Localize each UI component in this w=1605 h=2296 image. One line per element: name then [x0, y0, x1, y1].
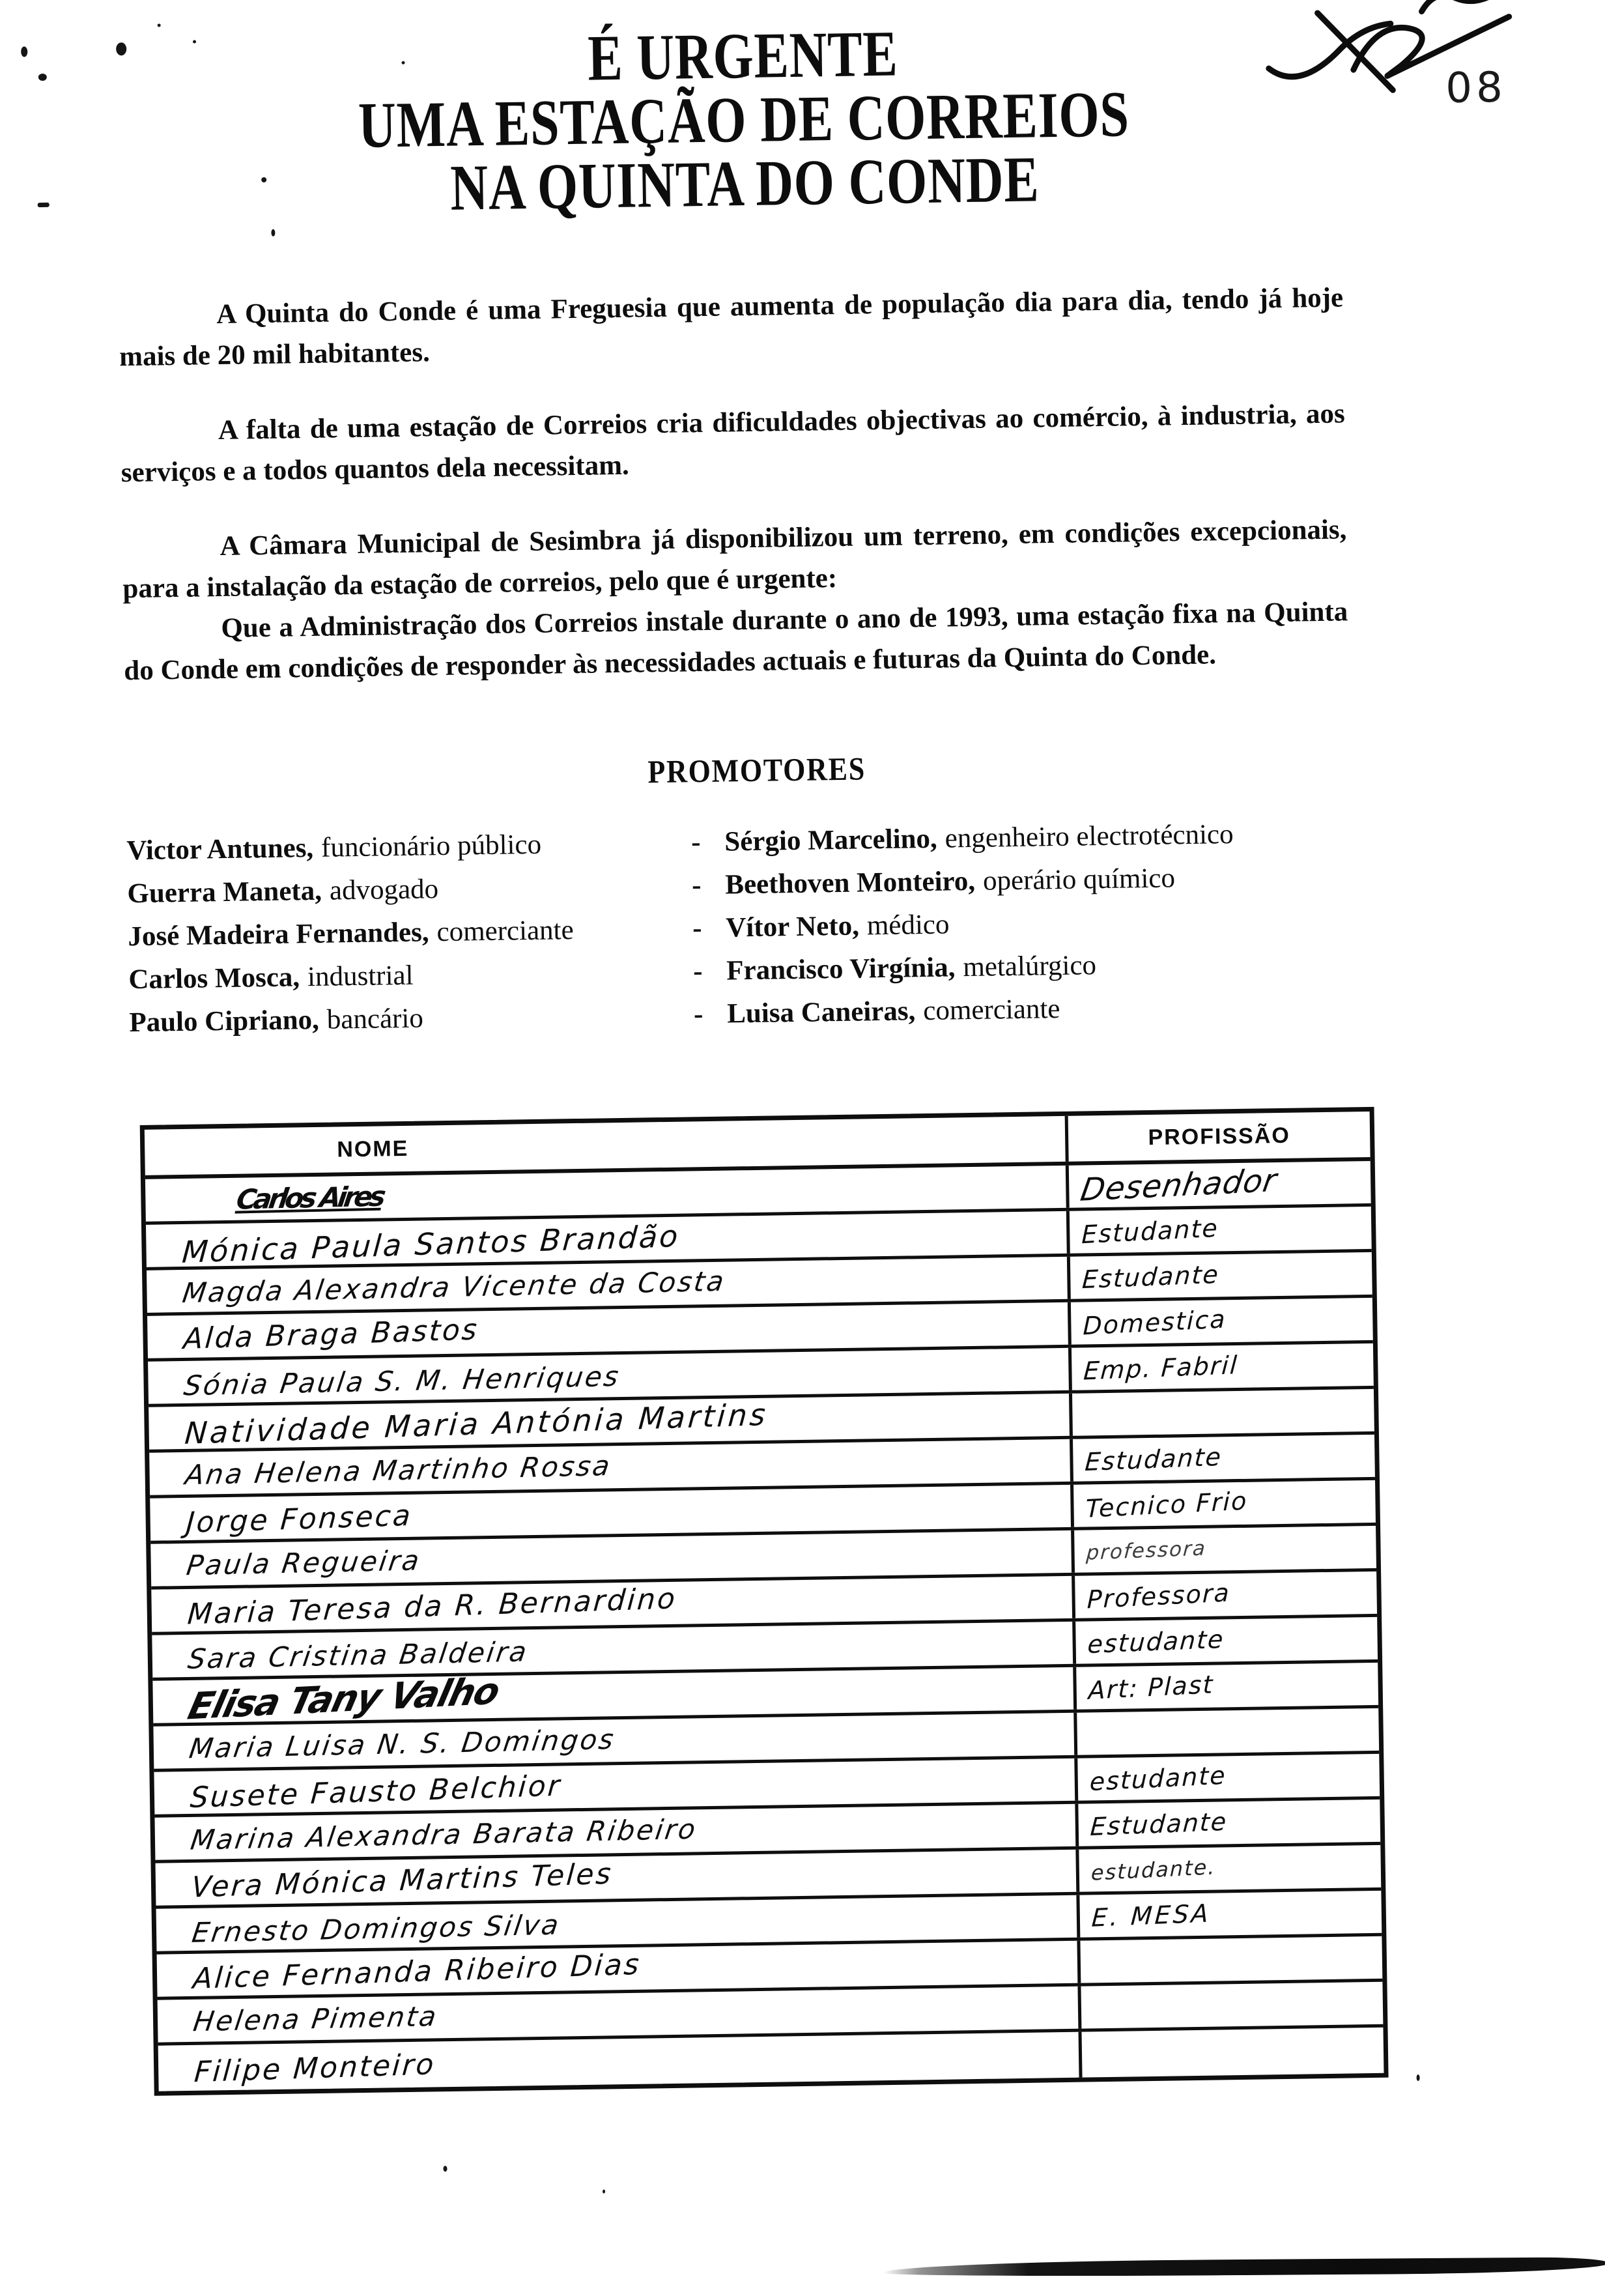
promoter-role: advogado [329, 874, 439, 906]
promoter-role: bancário [326, 1003, 424, 1035]
signature-name: Maria Luisa N. S. Domingos [187, 1723, 618, 1765]
promoter-role: comerciante [436, 915, 574, 948]
promoter-role: comerciante [922, 993, 1060, 1027]
signature-profession: Professora [1087, 1577, 1231, 1614]
signature-name: Susete Fausto Belchior [189, 1769, 563, 1815]
signature-name: Jorge Fonseca [184, 1499, 414, 1540]
scan-speck [402, 61, 405, 65]
page-title [138, 15, 1350, 225]
scan-speck [1417, 2074, 1420, 2081]
scan-speck [271, 229, 275, 237]
signature-table [140, 1107, 1389, 2096]
promoter-name: Beethoven Monteiro, [724, 865, 976, 900]
signature-name: Magda Alexandra Vicente da Costa [180, 1265, 728, 1309]
signature-profession: estudante [1089, 1760, 1227, 1796]
column-header-name: NOME [145, 1116, 1069, 1175]
promoter-name: Vítor Neto, [725, 910, 860, 943]
signature-profession: professora [1085, 1536, 1208, 1565]
signature-name: Sara Cristina Baldeira [186, 1635, 531, 1675]
promoter-role: metalúrgico [963, 950, 1097, 983]
signature-name: Vera Mónica Martins Teles [190, 1857, 614, 1904]
signature-name: Natividade Maria Antónia Martins [183, 1396, 769, 1451]
paragraph-1: A Quinta do Conde é uma Freguesia que aumenta de população dia para dia, tendo já hoje mais de 20 mil habitantes. [119, 282, 1344, 373]
signature-profession: E. MESA [1090, 1898, 1212, 1932]
promoter-name: Guerra Maneta, [127, 875, 322, 910]
signature-profession: Emp. Fabril [1083, 1350, 1240, 1385]
separator-dash: - [692, 913, 702, 944]
signature-profession: estudante. [1090, 1854, 1216, 1886]
separator-dash: - [691, 870, 702, 901]
scan-speck [193, 40, 196, 43]
signature-profession: Desenhador [1077, 1162, 1280, 1209]
signature-profession: Estudante [1084, 1442, 1223, 1476]
promoter-name: José Madeira Fernandes, [128, 917, 429, 953]
signature-profession: Estudante [1089, 1807, 1229, 1841]
promoter-name: Francisco Virgínia, [726, 952, 956, 986]
signature-profession: Estudante [1081, 1259, 1221, 1294]
separator-dash: - [690, 827, 701, 858]
scan-speck [38, 203, 50, 207]
signature-name: Ana Helena Martinho Rossa [183, 1449, 614, 1491]
scan-speck [21, 46, 27, 57]
promoter-role: industrial [307, 960, 414, 993]
promoter-name: Luisa Caneiras, [726, 996, 916, 1029]
title-line-1: É URGENTE [587, 17, 899, 94]
promoters-heading: PROMOTORES [647, 750, 866, 790]
promoter-role: engenheiro electrotécnico [945, 819, 1234, 854]
paragraph-3: A Câmara Municipal de Sesimbra já disponibilizou um terreno, em condições excepcionais, para a instalação da estação de correios, pelo que é urgente: [122, 514, 1347, 605]
title-line-3: NA QUINTA DO CONDE [449, 143, 1040, 224]
signature-name: Mónica Paula Santos Brandão [180, 1218, 681, 1270]
paragraph-4: Que a Administração dos Correios instale durante o ano de 1993, uma estação fixa na Quinta do Conde em condições de responder às necessidades actuais e futuras da Quinta do Conde. [124, 596, 1348, 687]
signature-name: Elisa Tany Valho [184, 1670, 503, 1729]
scan-speck [603, 2190, 605, 2194]
separator-dash: - [692, 956, 703, 987]
promoter-role: funcionário público [320, 829, 542, 863]
signature-name: Marina Alexandra Barata Ribeiro [188, 1813, 700, 1856]
promoter-name: Carlos Mosca, [128, 962, 300, 996]
page-number: 08 [1445, 63, 1507, 113]
title-line-2: UMA ESTAÇÃO DE CORREIOS [358, 78, 1130, 162]
scan-speck [261, 177, 266, 182]
column-header-profession: PROFISSÃO [1148, 1123, 1291, 1150]
signature-name: Ernesto Domingos Silva [190, 1908, 563, 1949]
paragraph-2: A falta de uma estação de Correios cria dificuldades objectivas ao comércio, à industria, aos serviços e a todos quantos dela necessitam. [121, 398, 1346, 489]
scan-speck [116, 42, 126, 55]
body-text [119, 277, 1349, 691]
scan-speck [38, 74, 47, 81]
promoter-name: Paulo Cipriano, [129, 1004, 320, 1039]
signature-profession: Art: Plast [1088, 1669, 1214, 1705]
signature-name: Alda Braga Bastos [182, 1313, 480, 1356]
promoter-role: operário químico [982, 863, 1176, 897]
scan-speck [443, 2166, 447, 2172]
separator-dash: - [693, 999, 703, 1030]
signature-name: Filipe Monteiro [193, 2047, 437, 2089]
signature-name: Maria Teresa da R. Bernardino [186, 1582, 678, 1631]
signature-name: Sónia Paula S. M. Henriques [182, 1360, 623, 1402]
signature-name: Carlos Aires [234, 1180, 385, 1216]
signature-name: Helena Pimenta [191, 2000, 440, 2038]
signature-profession: Domestica [1083, 1304, 1227, 1340]
signature-profession: estudante [1087, 1624, 1225, 1659]
promoter-role: médico [866, 909, 950, 941]
signature-profession: Tecnico Frio [1085, 1485, 1248, 1523]
promoters-list [126, 811, 1379, 1044]
signature-name: Paula Regueira [184, 1544, 423, 1582]
signature-name: Alice Fernanda Ribeiro Dias [192, 1947, 642, 1996]
signature-profession: Estudante [1081, 1213, 1219, 1249]
promoter-name: Victor Antunes, [126, 832, 314, 867]
scan-speck [158, 23, 161, 27]
promoter-name: Sérgio Marcelino, [724, 823, 938, 857]
